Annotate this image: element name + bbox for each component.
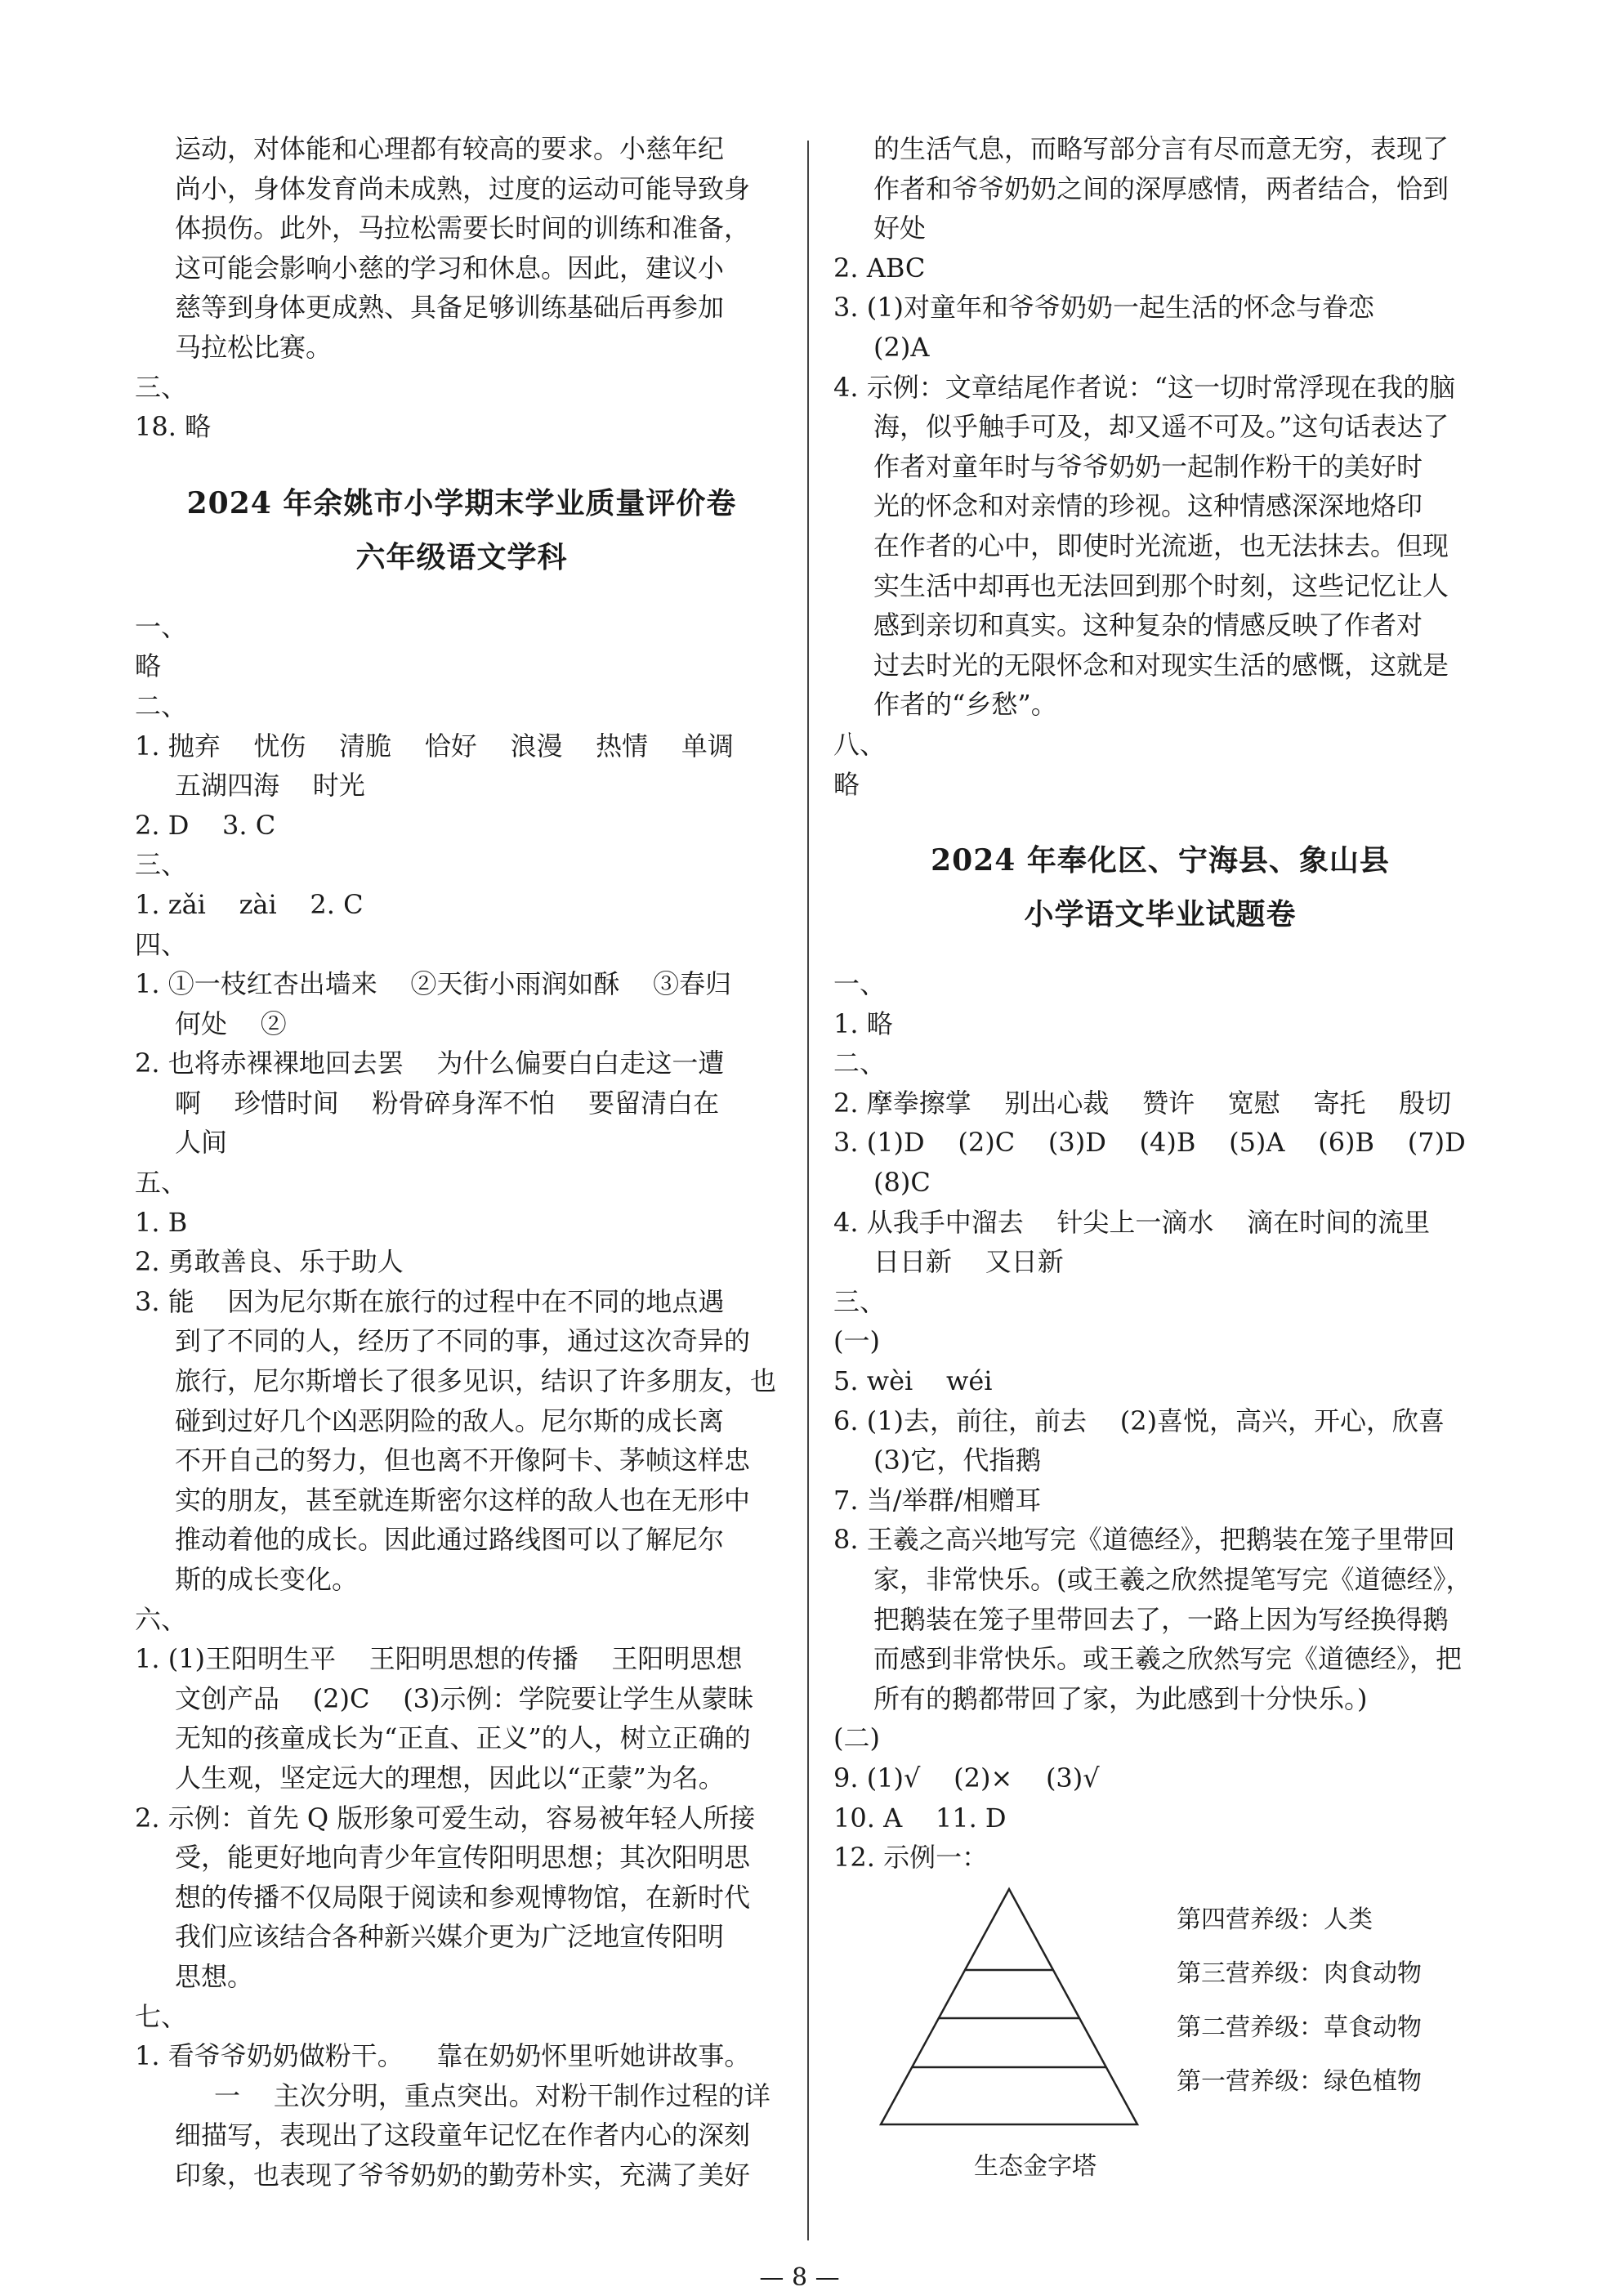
- answer-line: 作者的“乡愁”。: [873, 689, 1057, 721]
- answer-line: 10. A 11. D: [833, 1802, 1007, 1834]
- answer-line: 略: [833, 768, 860, 800]
- section-heading: 八、: [833, 728, 887, 760]
- column-divider: [807, 141, 809, 2240]
- answer-line: 1. 略: [833, 1007, 893, 1039]
- answer-line: 啊 珍惜时间 粉骨碎身浑不怕 要留清白在: [175, 1087, 720, 1119]
- pyramid-diagram: [874, 1886, 1144, 2131]
- answer-line: 4. 示例：文章结尾作者说：“这一切时常浮现在我的脑: [833, 371, 1456, 403]
- answer-line: 2. 勇敢善良、乐于助人: [135, 1246, 404, 1278]
- answer-line: 印象，也表现了爷爷奶奶的勤劳朴实，充满了美好: [175, 2159, 751, 2191]
- answer-line: 12. 示例一：: [833, 1842, 989, 1874]
- part-heading: (一): [833, 1325, 880, 1357]
- section-heading: 四、: [135, 928, 188, 960]
- page-number: — 8 —: [759, 2263, 840, 2292]
- answer-line: 推动着他的成长。因此通过路线图可以了解尼尔: [175, 1524, 725, 1556]
- answer-line: 3. 能 因为尼尔斯在旅行的过程中在不同的地点遇: [135, 1285, 725, 1317]
- answer-line: 8. 王羲之高兴地写完《道德经》，把鹅装在笼子里带回: [833, 1524, 1455, 1556]
- answer-line: 3. (1)对童年和爷爷奶奶一起生活的怀念与眷恋: [833, 292, 1375, 324]
- text-line: 慈等到身体更成熟、具备足够训练基础后再参加: [175, 292, 725, 324]
- answer-line: 18. 略: [135, 411, 212, 443]
- text-line: 作者和爷爷奶奶之间的深厚感情，两者结合，恰到: [873, 172, 1449, 204]
- answer-line: 文创产品 (2)C (3)示例：学院要让学生从蒙昧: [175, 1682, 754, 1714]
- exam-title: 2024 年余姚市小学期末学业质量评价卷: [186, 485, 737, 520]
- section-heading: 六、: [135, 1603, 188, 1635]
- answer-line: 2. ABC: [833, 252, 926, 284]
- answer-line: 1. zǎi zài 2. C: [135, 888, 364, 920]
- section-heading: 三、: [135, 371, 188, 403]
- section-heading: 五、: [135, 1167, 188, 1199]
- pyramid-level-label: 第四营养级：人类: [1177, 1905, 1373, 1934]
- section-heading: 二、: [135, 690, 188, 721]
- answer-line: 9. (1)√ (2)× (3)√: [833, 1762, 1100, 1793]
- answer-line: 碰到过好几个凶恶阴险的敌人。尼尔斯的成长离: [175, 1405, 725, 1436]
- answer-line: 感到亲切和真实。这种复杂的情感反映了作者对: [873, 610, 1423, 641]
- answer-line: 旅行，尼尔斯增长了很多见识，结识了许多朋友，也: [175, 1365, 777, 1397]
- answer-line: 2. 摩拳擦掌 别出心裁 赞许 宽慰 寄托 殷切: [833, 1087, 1452, 1119]
- right-column: [833, 129, 1487, 2181]
- answer-line: 4. 从我手中溜去 针尖上一滴水 滴在时间的流里: [833, 1206, 1431, 1238]
- answer-line: 人间: [175, 1127, 228, 1159]
- ecological-pyramid-figure: [833, 1886, 1487, 2181]
- exam-subtitle: 六年级语文学科: [355, 539, 568, 574]
- answer-line: (2)A: [873, 331, 930, 363]
- answer-line: 想的传播不仅局限于阅读和参观博物馆，在新时代: [175, 1881, 751, 1913]
- answer-line: 到了不同的人，经历了不同的事，通过这次奇异的: [175, 1325, 751, 1357]
- answer-line: 在作者的心中，即使时光流逝，也无法抹去。但现: [873, 529, 1449, 561]
- text-line: 体损伤。此外，马拉松需要长时间的训练和准备，: [175, 212, 751, 244]
- text-line: 马拉松比赛。: [175, 331, 333, 363]
- answer-line: 实的朋友，甚至就连斯密尔这样的敌人也在无形中: [175, 1484, 751, 1516]
- pyramid-level-label: 第一营养级：绿色植物: [1177, 2066, 1422, 2096]
- answer-line: 2. 也将赤裸裸地回去罢 为什么偏要白白走这一遭: [135, 1047, 725, 1079]
- answer-line: 一 主次分明，重点突出。对粉干制作过程的详: [214, 2079, 770, 2111]
- answer-line: 日日新 又日新: [873, 1246, 1064, 1278]
- answer-line: 我们应该结合各种新兴媒介更为广泛地宣传阳明: [175, 1921, 725, 1953]
- answer-line: 家，非常快乐。(或王羲之欣然提笔写完《道德经》，: [873, 1564, 1472, 1595]
- exam-subtitle: 小学语文毕业试题卷: [1024, 897, 1297, 932]
- section-heading: 三、: [833, 1285, 887, 1317]
- answer-line: (8)C: [873, 1167, 931, 1199]
- answer-line: 实生活中却再也无法回到那个时刻，这些记忆让人: [873, 570, 1449, 601]
- text-line: 运动，对体能和心理都有较高的要求。小慈年纪: [175, 133, 725, 164]
- answer-line: 6. (1)去，前往，前去 (2)喜悦，高兴，开心，欣喜: [833, 1405, 1445, 1436]
- answer-line: 把鹅装在笼子里带回去了，一路上因为写经换得鹅: [873, 1603, 1449, 1635]
- section-heading: 一、: [833, 968, 887, 1000]
- section-heading: 七、: [135, 2000, 188, 2032]
- answer-line: 何处 ②: [175, 1007, 287, 1039]
- exam-title: 2024 年奉化区、宁海县、象山县: [931, 843, 1390, 878]
- text-line: 尚小，身体发育尚未成熟，过度的运动可能导致身: [175, 172, 751, 204]
- answer-line: 而感到非常快乐。或王羲之欣然写完《道德经》，把: [873, 1643, 1463, 1675]
- answer-line: 光的怀念和对亲情的珍视。这种情感深深地烙印: [873, 490, 1423, 522]
- answer-line: 1. ①一枝红杏出墙来 ②天街小雨润如酥 ③春归: [135, 968, 732, 1000]
- answer-line: 过去时光的无限怀念和对现实生活的感慨，这就是: [873, 649, 1449, 681]
- answer-line: 1. (1)王阳明生平 王阳明思想的传播 王阳明思想: [135, 1643, 743, 1675]
- answer-line: 无知的孩童成长为“正直、正义”的人，树立正确的: [175, 1722, 751, 1754]
- section-heading: 一、: [135, 610, 188, 642]
- answer-line: 2. 示例：首先 Q 版形象可爱生动，容易被年轻人所接: [135, 1802, 756, 1834]
- section-heading: 二、: [833, 1047, 887, 1079]
- pyramid-level-label: 第三营养级：肉食动物: [1177, 1959, 1422, 1988]
- answer-line: 1. 抛弃 忧伤 清脆 恰好 浪漫 热情 单调: [135, 730, 734, 762]
- answer-line: 斯的成长变化。: [175, 1564, 359, 1595]
- answer-line: 受，能更好地向青少年宣传阳明思想；其次阳明思: [175, 1842, 751, 1874]
- answer-line: 3. (1)D (2)C (3)D (4)B (5)A (6)B (7)D: [833, 1127, 1466, 1159]
- answer-line: 7. 当/举群/相赠耳: [833, 1484, 1042, 1516]
- answer-line: 1. B: [135, 1206, 188, 1238]
- section-heading: 三、: [135, 849, 188, 881]
- answer-line: 人生观，坚定远大的理想，因此以“正蒙”为名。: [175, 1762, 725, 1793]
- pyramid-caption: 生态金字塔: [974, 2151, 1097, 2181]
- answer-line: 5. wèi wéi: [833, 1365, 993, 1397]
- left-column: [135, 129, 788, 2195]
- pyramid-outline: [881, 1889, 1137, 2124]
- text-line: 的生活气息，而略写部分言有尽而意无穷，表现了: [873, 133, 1449, 164]
- answer-line: 细描写，表现出了这段童年记忆在作者内心的深刻: [175, 2120, 751, 2151]
- answer-line: (3)它，代指鹅: [873, 1445, 1042, 1476]
- answer-line: 思想。: [175, 1960, 254, 1992]
- pyramid-level-label: 第二营养级：草食动物: [1177, 2012, 1422, 2042]
- answer-line: 所有的鹅都带回了家，为此感到十分快乐。): [873, 1682, 1368, 1714]
- text-line: 这可能会影响小慈的学习和休息。因此，建议小: [175, 252, 725, 284]
- answer-line: 略: [135, 650, 162, 682]
- answer-line: 作者对童年时与爷爷奶奶一起制作粉干的美好时: [873, 450, 1423, 482]
- answer-line: 2. D 3. C: [135, 809, 276, 841]
- answer-line: 1. 看爷爷奶奶做粉干。 靠在奶奶怀里听她讲故事。: [135, 2040, 751, 2072]
- answer-line: 不开自己的努力，但也离不开像阿卡、茅帧这样忠: [175, 1445, 751, 1476]
- answer-line: 五湖四海 时光: [175, 770, 365, 802]
- answer-line: 海，似乎触手可及，却又遥不可及。”这句话表达了: [873, 411, 1449, 443]
- text-line: 好处: [873, 212, 927, 244]
- part-heading: (二): [833, 1722, 880, 1754]
